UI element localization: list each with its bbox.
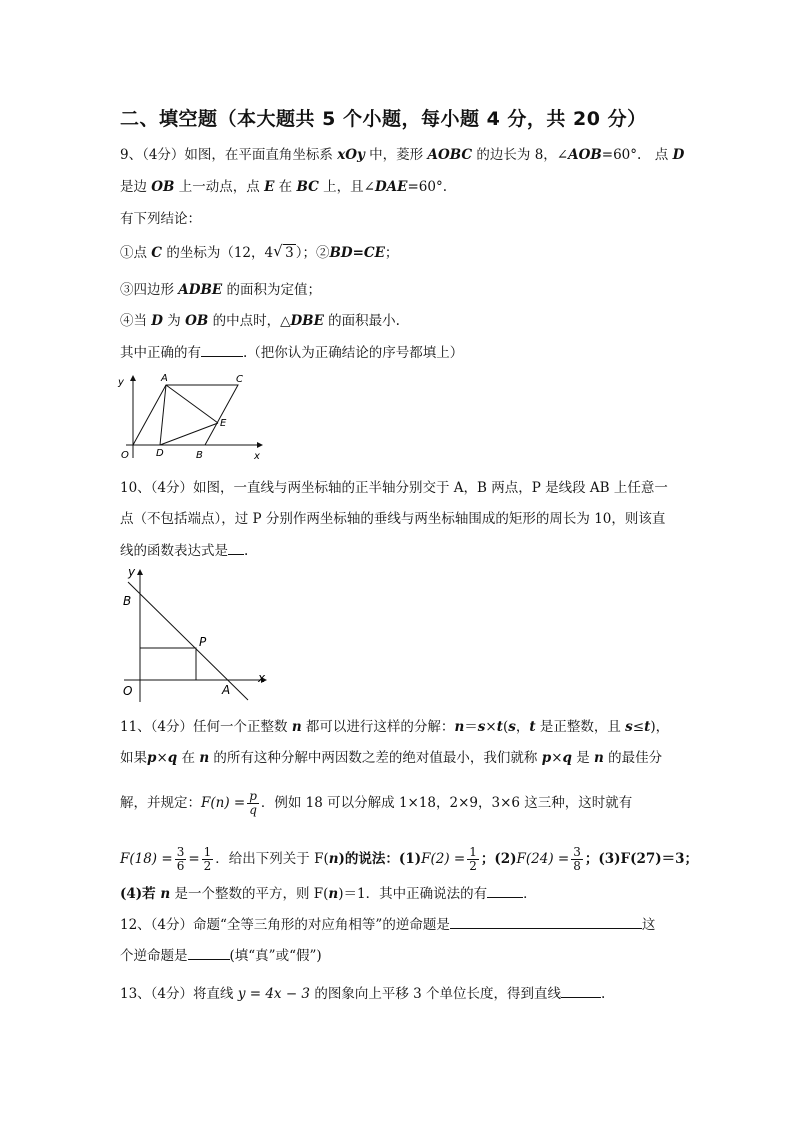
label-o: O — [123, 684, 133, 698]
label-x: x — [254, 451, 260, 462]
q11-line3: 解，并规定：F(n) = $\frac{p}{q}$ ．例如 18 可以分解成 1×18，2×9，3×6 这三种，这时就有 — [120, 789, 633, 817]
q10-line2: 点（不包括端点），过 P 分别作两坐标轴的垂线与两坐标轴围成的矩形的周长为 10，则该直 — [120, 511, 666, 527]
q9-line7: 其中正确的有 .（把你认为正确结论的序号都填上） — [120, 342, 463, 363]
answer-blank — [450, 914, 642, 929]
q11-line5: (4)若 n 是一个整数的平方，则 F(n)＝1．其中正确说法的有 ． — [120, 883, 537, 904]
answer-blank — [228, 540, 244, 555]
segment-de — [160, 423, 218, 445]
q9-line4: ①点 C 的坐标为（12，4 √ 3 ）；②BD=CE； — [120, 242, 399, 261]
answer-blank — [201, 342, 243, 357]
rhombus-aobc — [133, 385, 238, 445]
q9-line5: ③四边形 ADBE 的面积为定值； — [120, 282, 321, 298]
q10-line1: 10、（4分）如图，一直线与两坐标轴的正半轴分别交于 A，B 两点，P 是线段 AB 上任意一 — [120, 480, 668, 496]
label-c: C — [236, 374, 243, 385]
segment-ae — [166, 385, 218, 423]
sqrt-expression: √ 3 — [273, 242, 294, 261]
answer-blank — [188, 945, 230, 960]
label-a: A — [222, 683, 231, 697]
q11-line4: F(18) = $\frac{3}{6}$ = $\frac{1}{2}$ ．给出下列关于 F(n)的说法：(1)F(2) = $\frac{1}{2}$ ；(2)F(24) = $\frac{3}{8}$ ；(3)F(27)＝3； — [120, 845, 699, 873]
fraction-p-q: $\frac{p}{q}$ — [249, 789, 257, 817]
label-y: y — [128, 565, 136, 579]
answer-blank — [561, 983, 601, 998]
answer-blank — [487, 883, 523, 898]
label-a: A — [161, 373, 168, 384]
q12-line1: 12、（4分）命题“全等三角形的对应角相等”的逆命题是 这 — [120, 914, 655, 935]
q11-line1: 11、（4分）任何一个正整数 n 都可以进行这样的分解：n＝s×t(s，t 是正整数，且 s≤t)， — [120, 719, 670, 735]
q11-line2: 如果p×q 在 n 的所有这种分解中两因数之差的绝对值最小，我们就称 p×q 是 n 的最佳分 — [120, 750, 663, 766]
q10-line3: 线的函数表达式是 . — [120, 540, 248, 561]
label-p: P — [199, 635, 207, 649]
q9-line3: 有下列结论： — [120, 211, 201, 227]
label-d: D — [156, 448, 164, 459]
label-b: B — [196, 450, 203, 461]
label-o: O — [121, 450, 129, 461]
label-y: y — [118, 377, 124, 388]
fraction-1-2b: $\frac{1}{2}$ — [469, 845, 477, 873]
q12-line2: 个逆命题是 (填“真”或“假”) — [120, 945, 322, 966]
q13-line1: 13、（4分）将直线 y = 4x − 3 的图象向上平移 3 个单位长度，得到直线 . — [120, 983, 605, 1004]
fraction-1-2: $\frac{1}{2}$ — [203, 845, 212, 873]
q9-line6: ④当 D 为 OB 的中点时，△DBE 的面积最小. — [120, 313, 400, 329]
section-title: 二、填空题（本大题共 5 个小题，每小题 4 分，共 20 分） — [120, 108, 647, 130]
label-x: x — [258, 671, 266, 685]
label-b: B — [123, 594, 132, 608]
rectangle-p — [140, 648, 196, 680]
label-e: E — [220, 418, 227, 429]
fraction-3-8: $\frac{3}{8}$ — [573, 845, 581, 873]
q9-line1: 9、（4分）如图，在平面直角坐标系 xOy 中，菱形 AOBC 的边长为 8，∠AOB=60°. 点 D — [120, 147, 685, 163]
q10-figure — [116, 564, 272, 704]
fraction-3-6: $\frac{3}{6}$ — [176, 845, 185, 873]
q9-figure — [116, 370, 266, 462]
q9-line2: 是边 OB 上一动点，点 E 在 BC 上，且∠DAE=60°. — [120, 179, 447, 195]
